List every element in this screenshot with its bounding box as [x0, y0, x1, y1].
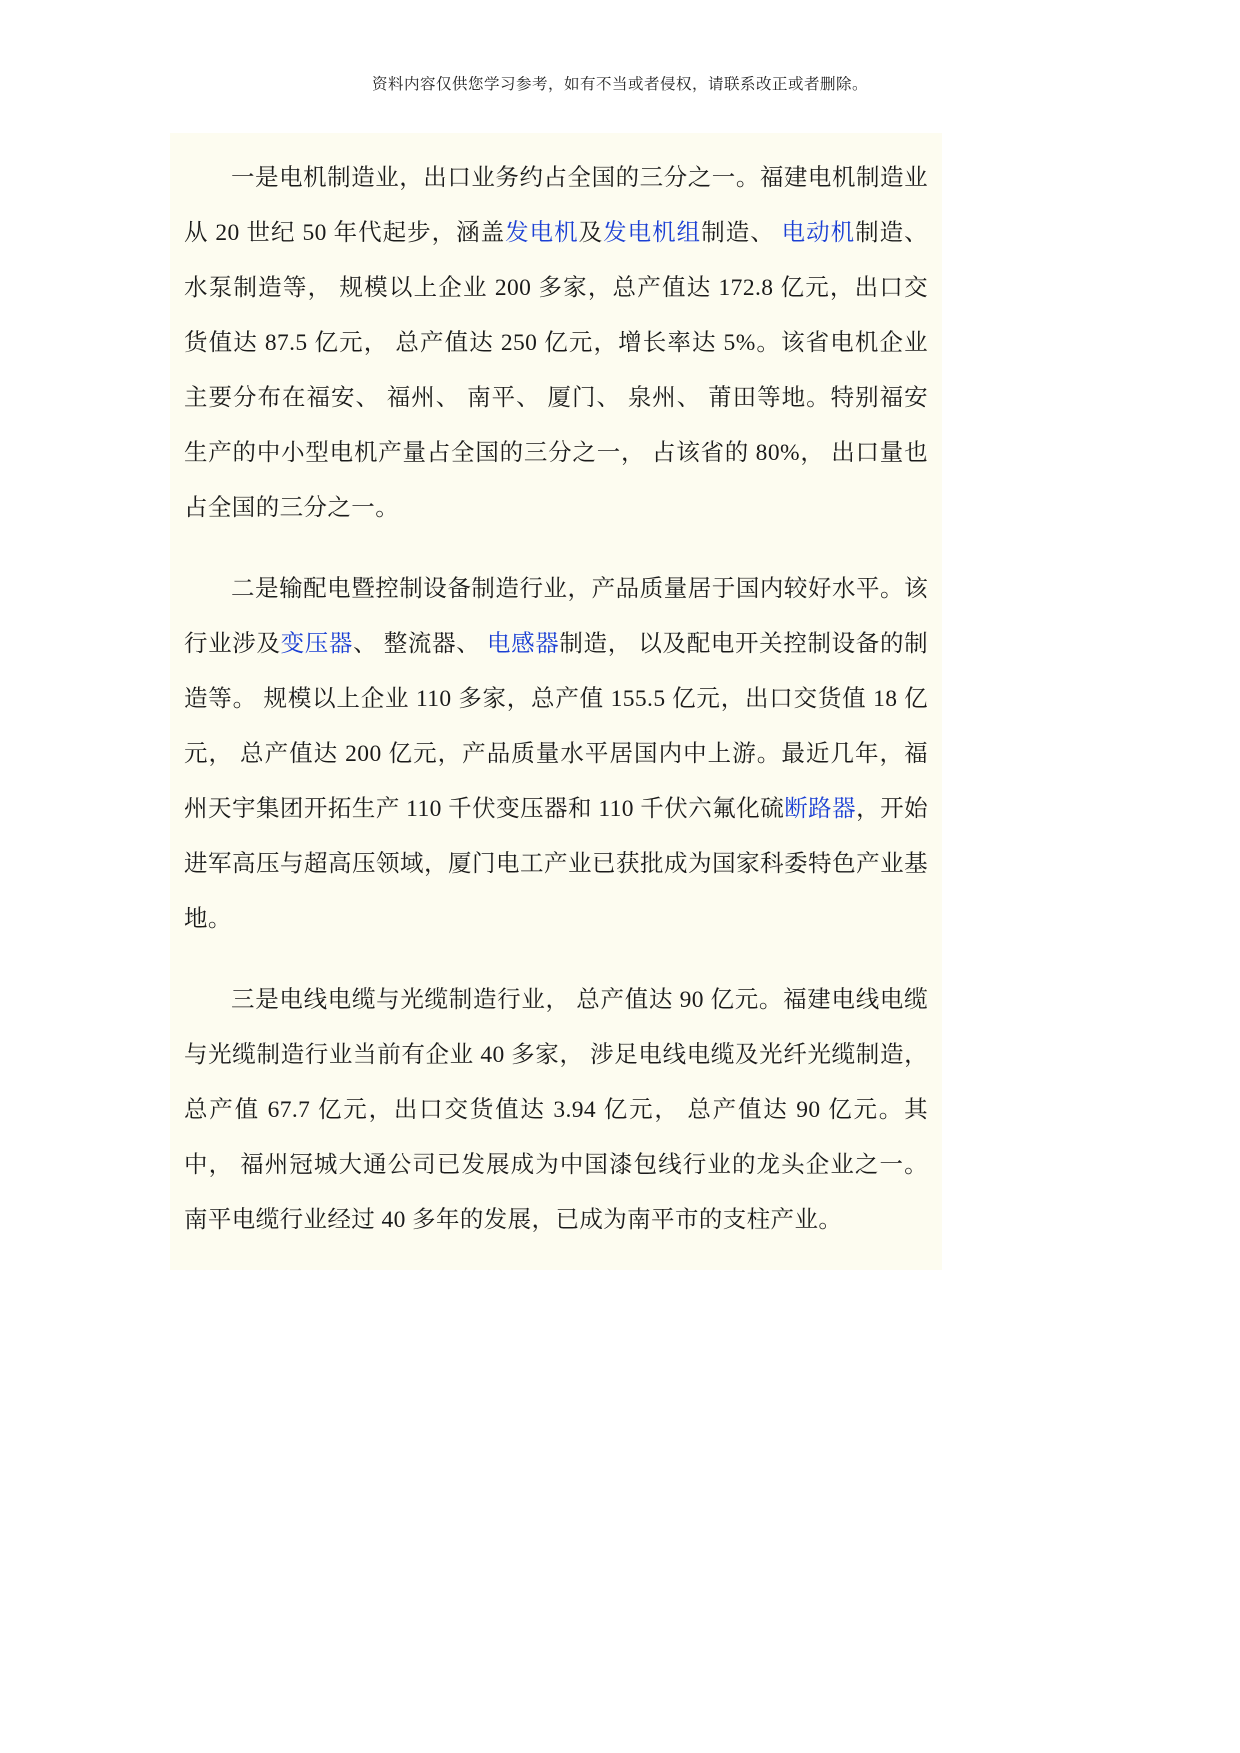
- inline-link[interactable]: 变压器: [280, 631, 354, 657]
- text-run: 、 整流器、: [353, 631, 487, 657]
- paragraph-1: [184, 151, 928, 536]
- text-run: 一是电机制造业，出口业务约占全国的三分之一。福建电机制造业从 20 世纪 50 年代起步，涵盖: [184, 165, 928, 246]
- inline-link[interactable]: 发电机组: [603, 220, 702, 246]
- document-body: [170, 133, 942, 1270]
- text-run: 制造、 水泵制造等， 规模以上企业 200 多家，总产值达 172.8 亿元，出口交货值达 87.5 亿元， 总产值达 250 亿元，增长率达 5%。该省电机企业主要分布在福安、 福州、 南平、 厦门、 泉州、 莆田等地。特别福安生产的中小型电机产量占全国的三分之一， 占该省的 80%， 出口量也占全国的三分之一。: [184, 220, 928, 521]
- paragraph-3: [184, 973, 928, 1248]
- inline-link[interactable]: 发电机: [505, 220, 579, 246]
- paragraph-2: [184, 562, 928, 947]
- inline-link[interactable]: 电动机: [781, 220, 856, 246]
- text-run: 三是电线电缆与光缆制造行业， 总产值达 90 亿元。福建电线电缆与光缆制造行业当前有企业 40 多家， 涉足电线电缆及光纤光缆制造， 总产值 67.7 亿元，出口交货值达 3.94 亿元， 总产值达 90 亿元。其中， 福州冠城大通公司已发展成为中国漆包线行业的龙头企业之一。南平电缆行业经过 40 多年的发展，已成为南平市的支柱产业。: [184, 987, 928, 1233]
- text-run: 及: [578, 220, 604, 246]
- inline-link[interactable]: 断路器: [784, 796, 857, 822]
- copyright-disclaimer: 资料内容仅供您学习参考，如有不当或者侵权，请联系改正或者删除。: [371, 76, 868, 93]
- text-run: 制造、: [701, 220, 782, 246]
- text-run: 二是输配电暨控制设备制造行业，产品质量居于国内较好水平。该行业涉及: [184, 576, 928, 657]
- text-run: ，开始进军高压与超高压领域，厦门电工产业已获批成为国家科委特色产业基地。: [184, 796, 929, 932]
- text-run: 制造， 以及配电开关控制设备的制造等。 规模以上企业 110 多家，总产值 155.5 亿元，出口交货值 18 亿元， 总产值达 200 亿元，产品质量水平居国内中上游。最近几年，福州天宇集团开拓生产 110 千伏变压器和 110 千伏六氟化硫: [184, 631, 928, 822]
- inline-link[interactable]: 电感器: [486, 631, 560, 657]
